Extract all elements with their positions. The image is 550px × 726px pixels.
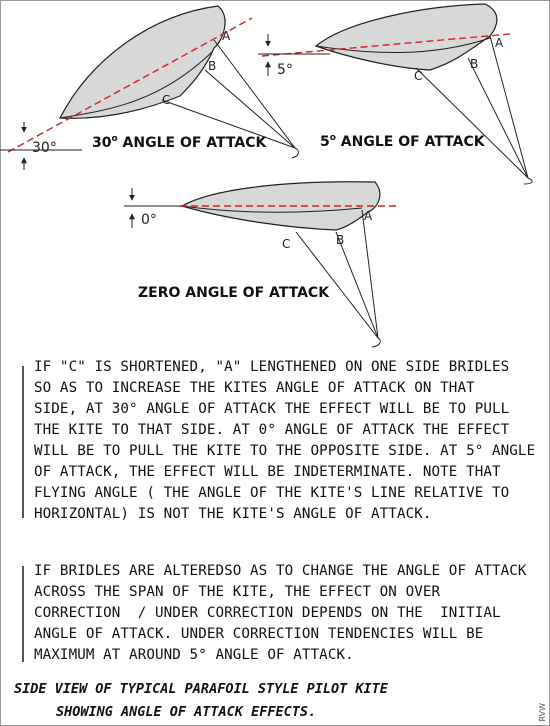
note-1-line: IF "C" IS SHORTENED, "A" LENGTHENED ON ONE SIDE BRIDLES (34, 359, 510, 375)
kite-0-degree (124, 182, 398, 347)
note-1-line: OF ATTACK, THE EFFECT WILL BE INDETERMINATE. NOTE THAT (34, 464, 501, 480)
point-a-label: A (222, 29, 231, 43)
note-1-line: THE KITE TO THAT SIDE. AT 0° ANGLE OF ATTACK THE EFFECT (34, 422, 510, 438)
kite-5-angle-label: 5° (277, 62, 293, 78)
point-b-label: B (470, 57, 479, 71)
kite-0-angle-label: 0° (141, 212, 157, 228)
kite-0-bridles (296, 210, 380, 347)
note-1-bar (22, 366, 24, 518)
note-1-line: SIDE, AT 30° ANGLE OF ATTACK THE EFFECT WILL BE TO PULL (34, 401, 510, 417)
note-2-line: MAXIMUM AT AROUND 5° ANGLE OF ATTACK. (34, 647, 354, 663)
note-2-line: CORRECTION / UNDER CORRECTION DEPENDS ON THE INITIAL (34, 605, 501, 621)
kite-30-angle-label: 30° (32, 140, 57, 156)
kite-5-degree (258, 4, 532, 184)
caption-line-1: SIDE VIEW OF TYPICAL PARAFOIL STYLE PILOT KITE (14, 681, 388, 697)
heading-5-angle: 5$^o$ ANGLE OF ATTACK (320, 133, 485, 150)
point-c-label: C (162, 93, 171, 107)
point-b-label: B (208, 59, 217, 73)
note-1-line: SO AS TO INCREASE THE KITES ANGLE OF ATTACK ON THAT (34, 380, 475, 396)
note-1-line: FLYING ANGLE ( THE ANGLE OF THE KITE'S LINE RELATIVE TO (34, 485, 510, 501)
note-2-bar (22, 566, 24, 662)
point-b-label: B (336, 233, 345, 247)
note-1-line: WILL BE TO PULL THE KITE TO THE OPPOSITE SIDE. AT 5° ANGLE (34, 443, 536, 459)
note-2-line: ACROSS THE SPAN OF THE KITE, THE EFFECT ON OVER (34, 584, 441, 600)
kite-30-degree (0, 6, 298, 170)
caption-line-2: SHOWING ANGLE OF ATTACK EFFECTS. (56, 704, 317, 720)
note-1 (34, 357, 535, 525)
note-1-line: HORIZONTAL) IS NOT THE KITE'S ANGLE OF ATTACK. (34, 506, 432, 522)
note-2-line: ANGLE OF ATTACK. UNDER CORRECTION TENDENCIES WILL BE (34, 626, 484, 642)
note-2 (34, 561, 527, 666)
heading-0-angle: ZERO ANGLE OF ATTACK (138, 285, 330, 301)
author-signature: RVW (538, 703, 547, 722)
heading-30-angle: 30$^o$ ANGLE OF ATTACK (92, 134, 267, 151)
point-a-label: A (364, 209, 373, 223)
point-a-label: A (495, 36, 504, 50)
note-2-line: IF BRIDLES ARE ALTEREDSO AS TO CHANGE THE ANGLE OF ATTACK (34, 563, 527, 579)
point-c-label: C (414, 69, 423, 83)
point-c-label: C (282, 237, 291, 251)
